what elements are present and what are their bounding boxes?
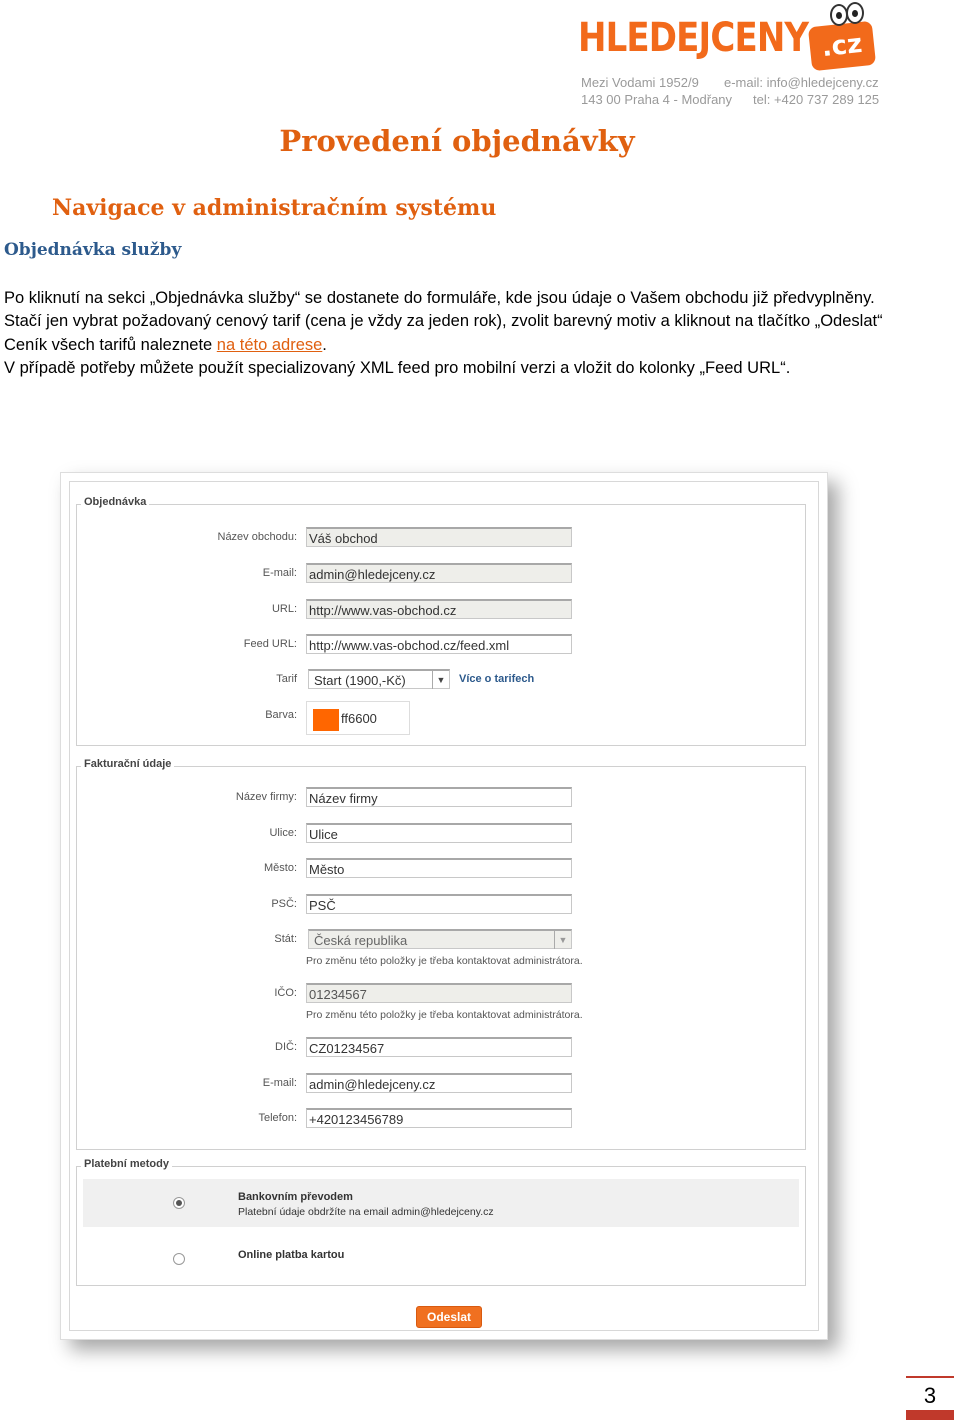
ico-field[interactable]: 01234567 (306, 983, 572, 1003)
contact-phone: tel: +420 737 289 125 (753, 92, 880, 107)
payment-fieldset (76, 1158, 806, 1286)
country-select[interactable] (308, 929, 572, 949)
phone-label: Telefon: (258, 1112, 297, 1124)
section-title: Objednávka služby (4, 240, 182, 260)
paragraph-3-text: Ceník všech tarifů naleznete (4, 335, 217, 354)
paragraph-3 (4, 334, 904, 357)
url-field[interactable]: http://www.vas-obchod.cz (306, 599, 572, 619)
billing-email-field[interactable]: admin@hledejceny.cz (306, 1073, 572, 1093)
company-label: Název firmy: (235, 791, 297, 803)
street-label: Ulice: (269, 827, 297, 839)
form-screenshot (60, 472, 828, 1340)
feed-url-label: Feed URL: (243, 638, 297, 650)
email-field[interactable]: admin@hledejceny.cz (306, 563, 572, 583)
page-number-bar (906, 1410, 954, 1420)
country-value: Česká republika (314, 933, 408, 948)
order-fieldset (76, 496, 806, 746)
contact-email: e-mail: info@hledejceny.cz (724, 75, 879, 90)
body-text (4, 287, 904, 381)
card-payment-radio[interactable] (173, 1253, 185, 1265)
shop-name-label: Název obchodu: (217, 531, 297, 543)
tariff-pricelist-link[interactable]: na této adrese (216, 335, 323, 354)
dic-label: DIČ: (275, 1041, 297, 1053)
subtitle: Navigace v administračním systému (52, 195, 497, 221)
bank-transfer-radio[interactable] (173, 1197, 185, 1209)
page-title: Provedení objednávky (279, 124, 635, 158)
feed-url-field[interactable]: http://www.vas-obchod.cz/feed.xml (306, 634, 572, 654)
company-field[interactable]: Název firmy (306, 787, 572, 807)
page-number-rule (906, 1376, 954, 1378)
logo-badge: .cz (808, 21, 876, 71)
form-frame (69, 481, 819, 1331)
paragraph-3-end: . (322, 335, 327, 354)
paragraph-2: Stačí jen vybrat požadovaný cenový tarif (cena je vždy za jeden rok), zvolit barevný motiv a kliknout na tlačítko „Odeslat“ (4, 312, 883, 331)
color-picker[interactable] (306, 701, 410, 735)
color-label: Barva: (265, 709, 297, 721)
page-number: 3 (923, 1383, 937, 1408)
payment-legend: Platební metody (81, 1158, 172, 1170)
country-label: Stát: (274, 933, 297, 945)
bank-transfer-title: Bankovním převodem (238, 1191, 353, 1203)
hledejceny-logo (578, 2, 883, 74)
paragraph-1: Po kliknutí na sekci „Objednávka služby“ se dostanete do formuláře, kde jsou údaje o Vašem obchodu již předvyplněny. (4, 289, 875, 307)
card-payment-title: Online platba kartou (238, 1249, 345, 1261)
email-label: E-mail: (262, 567, 297, 579)
phone-field[interactable]: +420123456789 (306, 1108, 572, 1128)
tariff-label: Tarif (276, 673, 297, 685)
country-note: Pro změnu této položky je třeba kontaktovat administrátora. (306, 955, 583, 967)
tariff-select[interactable] (308, 669, 450, 689)
bank-transfer-desc: Platební údaje obdržíte na email admin@hledejceny.cz (238, 1206, 494, 1218)
address-line-1: Mezi Vodami 1952/9 (581, 75, 699, 90)
url-label: URL: (271, 603, 297, 615)
ico-label: IČO: (274, 987, 297, 999)
street-field[interactable]: Ulice (306, 823, 572, 843)
city-label: Město: (263, 862, 297, 874)
dic-field[interactable]: CZ01234567 (306, 1037, 572, 1057)
zip-field[interactable]: PSČ (306, 894, 572, 914)
city-field[interactable]: Město (306, 858, 572, 878)
tariff-value: Start (1900,-Kč) (314, 673, 406, 688)
shop-name-field[interactable]: Váš obchod (306, 527, 572, 547)
ico-note: Pro změnu této položky je třeba kontaktovat administrátora. (306, 1009, 583, 1021)
order-legend: Objednávka (81, 496, 149, 508)
logo-wordmark: HLEDEJCENY (578, 15, 809, 61)
zip-label: PSČ: (271, 898, 297, 910)
submit-button[interactable]: Odeslat (416, 1306, 482, 1328)
billing-fieldset (76, 758, 806, 1150)
address-line-2: 143 00 Praha 4 - Modřany (581, 92, 733, 107)
chevron-down-icon[interactable]: ▼ (554, 931, 571, 949)
payment-option-bank[interactable] (83, 1179, 799, 1227)
color-value: ff6600 (341, 711, 377, 726)
billing-email-label: E-mail: (262, 1077, 297, 1089)
more-about-tariffs-link[interactable]: Více o tarifech (459, 673, 535, 685)
chevron-down-icon[interactable]: ▼ (432, 671, 449, 689)
billing-legend: Fakturační údaje (81, 758, 174, 770)
paragraph-4: V případě potřeby můžete použít specializovaný XML feed pro mobilní verzi a vložit do kolonky „Feed URL“. (4, 359, 791, 378)
color-swatch (313, 709, 339, 731)
